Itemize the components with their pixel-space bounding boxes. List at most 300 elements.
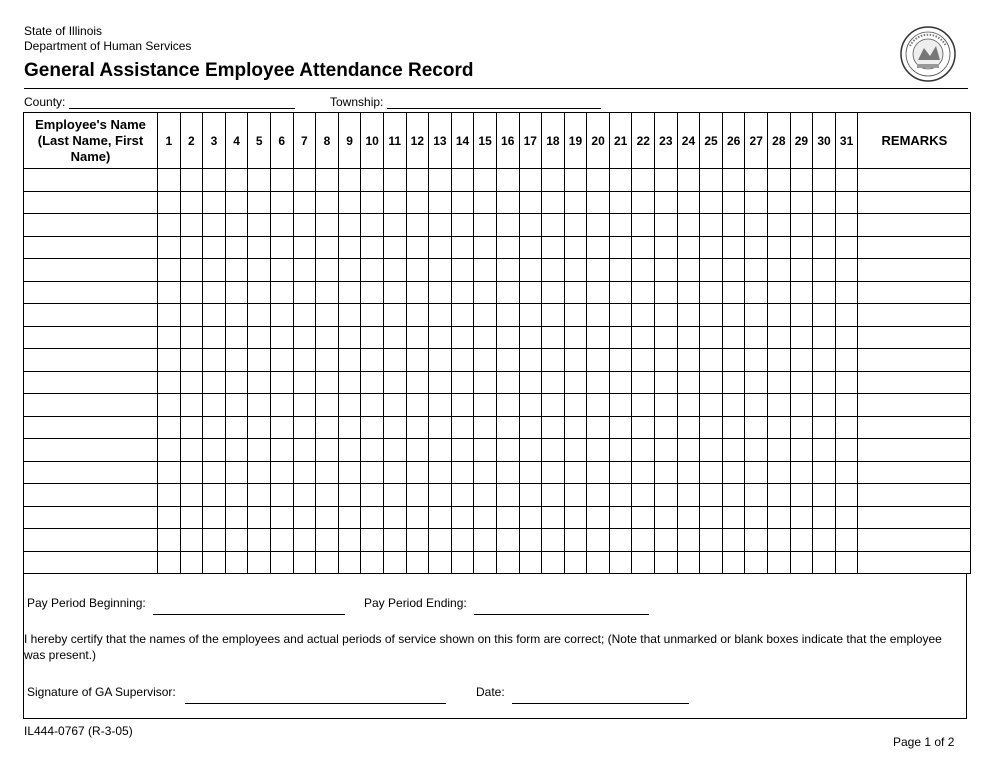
attendance-day-cell[interactable] (496, 259, 519, 282)
attendance-day-cell[interactable] (542, 484, 565, 507)
attendance-day-cell[interactable] (700, 349, 723, 372)
attendance-day-cell[interactable] (768, 529, 791, 552)
attendance-day-cell[interactable] (564, 529, 587, 552)
attendance-day-cell[interactable] (361, 259, 384, 282)
attendance-day-cell[interactable] (203, 529, 226, 552)
attendance-day-cell[interactable] (790, 506, 813, 529)
attendance-day-cell[interactable] (383, 169, 406, 192)
attendance-day-cell[interactable] (813, 304, 836, 327)
attendance-day-cell[interactable] (564, 461, 587, 484)
remarks-cell[interactable] (858, 259, 971, 282)
attendance-day-cell[interactable] (270, 439, 293, 462)
attendance-day-cell[interactable] (655, 529, 678, 552)
attendance-day-cell[interactable] (474, 214, 497, 237)
attendance-day-cell[interactable] (406, 281, 429, 304)
attendance-day-cell[interactable] (451, 236, 474, 259)
attendance-day-cell[interactable] (496, 529, 519, 552)
attendance-day-cell[interactable] (677, 416, 700, 439)
attendance-day-cell[interactable] (496, 236, 519, 259)
attendance-day-cell[interactable] (768, 506, 791, 529)
attendance-day-cell[interactable] (429, 214, 452, 237)
attendance-day-cell[interactable] (496, 326, 519, 349)
attendance-day-cell[interactable] (745, 326, 768, 349)
attendance-day-cell[interactable] (293, 371, 316, 394)
attendance-day-cell[interactable] (361, 461, 384, 484)
attendance-day-cell[interactable] (451, 394, 474, 417)
attendance-day-cell[interactable] (474, 236, 497, 259)
attendance-day-cell[interactable] (474, 191, 497, 214)
attendance-day-cell[interactable] (790, 281, 813, 304)
employee-name-cell[interactable] (24, 416, 158, 439)
attendance-day-cell[interactable] (745, 371, 768, 394)
attendance-day-cell[interactable] (338, 371, 361, 394)
attendance-day-cell[interactable] (158, 439, 181, 462)
attendance-day-cell[interactable] (383, 304, 406, 327)
attendance-day-cell[interactable] (768, 416, 791, 439)
attendance-day-cell[interactable] (158, 214, 181, 237)
attendance-day-cell[interactable] (316, 259, 339, 282)
attendance-day-cell[interactable] (519, 394, 542, 417)
attendance-day-cell[interactable] (632, 484, 655, 507)
attendance-day-cell[interactable] (790, 416, 813, 439)
attendance-day-cell[interactable] (542, 236, 565, 259)
attendance-day-cell[interactable] (225, 281, 248, 304)
attendance-day-cell[interactable] (677, 506, 700, 529)
employee-name-cell[interactable] (24, 371, 158, 394)
attendance-day-cell[interactable] (655, 371, 678, 394)
attendance-day-cell[interactable] (722, 259, 745, 282)
attendance-day-cell[interactable] (474, 169, 497, 192)
attendance-day-cell[interactable] (677, 439, 700, 462)
attendance-day-cell[interactable] (316, 169, 339, 192)
attendance-day-cell[interactable] (383, 259, 406, 282)
attendance-day-cell[interactable] (587, 281, 610, 304)
attendance-day-cell[interactable] (768, 304, 791, 327)
attendance-day-cell[interactable] (835, 371, 858, 394)
attendance-day-cell[interactable] (203, 236, 226, 259)
attendance-day-cell[interactable] (474, 259, 497, 282)
attendance-day-cell[interactable] (587, 551, 610, 574)
attendance-day-cell[interactable] (542, 191, 565, 214)
attendance-day-cell[interactable] (203, 281, 226, 304)
attendance-day-cell[interactable] (700, 169, 723, 192)
signature-line[interactable] (185, 691, 446, 704)
employee-name-cell[interactable] (24, 191, 158, 214)
attendance-day-cell[interactable] (248, 236, 271, 259)
attendance-day-cell[interactable] (700, 529, 723, 552)
attendance-day-cell[interactable] (677, 326, 700, 349)
attendance-day-cell[interactable] (745, 169, 768, 192)
remarks-cell[interactable] (858, 551, 971, 574)
attendance-day-cell[interactable] (768, 551, 791, 574)
attendance-day-cell[interactable] (316, 281, 339, 304)
attendance-day-cell[interactable] (496, 416, 519, 439)
attendance-day-cell[interactable] (519, 259, 542, 282)
attendance-day-cell[interactable] (338, 214, 361, 237)
attendance-day-cell[interactable] (519, 326, 542, 349)
attendance-day-cell[interactable] (700, 439, 723, 462)
attendance-day-cell[interactable] (632, 439, 655, 462)
attendance-day-cell[interactable] (587, 439, 610, 462)
attendance-day-cell[interactable] (203, 416, 226, 439)
attendance-day-cell[interactable] (655, 484, 678, 507)
attendance-day-cell[interactable] (451, 281, 474, 304)
attendance-day-cell[interactable] (293, 169, 316, 192)
attendance-day-cell[interactable] (203, 169, 226, 192)
attendance-day-cell[interactable] (225, 551, 248, 574)
attendance-day-cell[interactable] (677, 214, 700, 237)
attendance-day-cell[interactable] (383, 439, 406, 462)
attendance-day-cell[interactable] (180, 169, 203, 192)
attendance-day-cell[interactable] (542, 214, 565, 237)
attendance-day-cell[interactable] (225, 169, 248, 192)
attendance-day-cell[interactable] (768, 214, 791, 237)
attendance-day-cell[interactable] (293, 326, 316, 349)
attendance-day-cell[interactable] (722, 529, 745, 552)
attendance-day-cell[interactable] (542, 259, 565, 282)
attendance-day-cell[interactable] (655, 259, 678, 282)
attendance-day-cell[interactable] (835, 529, 858, 552)
attendance-day-cell[interactable] (338, 169, 361, 192)
attendance-day-cell[interactable] (270, 214, 293, 237)
attendance-day-cell[interactable] (361, 439, 384, 462)
attendance-day-cell[interactable] (203, 349, 226, 372)
attendance-day-cell[interactable] (429, 169, 452, 192)
attendance-day-cell[interactable] (835, 349, 858, 372)
attendance-day-cell[interactable] (270, 236, 293, 259)
attendance-day-cell[interactable] (496, 304, 519, 327)
attendance-day-cell[interactable] (790, 484, 813, 507)
attendance-day-cell[interactable] (158, 191, 181, 214)
county-field[interactable] (24, 95, 295, 109)
attendance-day-cell[interactable] (677, 304, 700, 327)
attendance-day-cell[interactable] (383, 214, 406, 237)
attendance-day-cell[interactable] (225, 236, 248, 259)
attendance-day-cell[interactable] (316, 529, 339, 552)
attendance-day-cell[interactable] (700, 551, 723, 574)
employee-name-cell[interactable] (24, 484, 158, 507)
attendance-day-cell[interactable] (790, 191, 813, 214)
attendance-day-cell[interactable] (316, 439, 339, 462)
attendance-day-cell[interactable] (203, 214, 226, 237)
attendance-day-cell[interactable] (158, 484, 181, 507)
attendance-day-cell[interactable] (609, 394, 632, 417)
attendance-day-cell[interactable] (564, 191, 587, 214)
attendance-day-cell[interactable] (451, 529, 474, 552)
attendance-day-cell[interactable] (655, 461, 678, 484)
attendance-day-cell[interactable] (587, 236, 610, 259)
attendance-day-cell[interactable] (158, 529, 181, 552)
attendance-day-cell[interactable] (293, 349, 316, 372)
attendance-day-cell[interactable] (813, 214, 836, 237)
attendance-day-cell[interactable] (632, 304, 655, 327)
attendance-day-cell[interactable] (474, 281, 497, 304)
attendance-day-cell[interactable] (338, 304, 361, 327)
attendance-day-cell[interactable] (270, 169, 293, 192)
attendance-day-cell[interactable] (655, 506, 678, 529)
attendance-day-cell[interactable] (474, 551, 497, 574)
attendance-day-cell[interactable] (429, 236, 452, 259)
attendance-day-cell[interactable] (587, 259, 610, 282)
attendance-day-cell[interactable] (813, 439, 836, 462)
attendance-day-cell[interactable] (835, 259, 858, 282)
attendance-day-cell[interactable] (813, 281, 836, 304)
attendance-day-cell[interactable] (429, 484, 452, 507)
attendance-day-cell[interactable] (429, 506, 452, 529)
attendance-day-cell[interactable] (745, 439, 768, 462)
attendance-day-cell[interactable] (700, 416, 723, 439)
employee-name-cell[interactable] (24, 259, 158, 282)
attendance-day-cell[interactable] (361, 281, 384, 304)
attendance-day-cell[interactable] (293, 304, 316, 327)
attendance-day-cell[interactable] (835, 326, 858, 349)
attendance-day-cell[interactable] (406, 304, 429, 327)
employee-name-cell[interactable] (24, 461, 158, 484)
attendance-day-cell[interactable] (338, 506, 361, 529)
attendance-day-cell[interactable] (316, 394, 339, 417)
attendance-day-cell[interactable] (790, 371, 813, 394)
attendance-day-cell[interactable] (542, 416, 565, 439)
attendance-day-cell[interactable] (496, 394, 519, 417)
attendance-day-cell[interactable] (790, 169, 813, 192)
attendance-day-cell[interactable] (270, 191, 293, 214)
attendance-day-cell[interactable] (429, 304, 452, 327)
attendance-day-cell[interactable] (270, 416, 293, 439)
attendance-day-cell[interactable] (383, 349, 406, 372)
attendance-day-cell[interactable] (270, 529, 293, 552)
attendance-day-cell[interactable] (790, 461, 813, 484)
attendance-day-cell[interactable] (406, 259, 429, 282)
attendance-day-cell[interactable] (451, 214, 474, 237)
attendance-day-cell[interactable] (519, 439, 542, 462)
attendance-day-cell[interactable] (293, 439, 316, 462)
attendance-day-cell[interactable] (835, 214, 858, 237)
remarks-cell[interactable] (858, 439, 971, 462)
attendance-day-cell[interactable] (429, 281, 452, 304)
attendance-day-cell[interactable] (316, 416, 339, 439)
attendance-day-cell[interactable] (700, 394, 723, 417)
attendance-day-cell[interactable] (722, 326, 745, 349)
attendance-day-cell[interactable] (225, 259, 248, 282)
attendance-day-cell[interactable] (293, 551, 316, 574)
attendance-day-cell[interactable] (361, 529, 384, 552)
attendance-day-cell[interactable] (361, 371, 384, 394)
attendance-day-cell[interactable] (722, 461, 745, 484)
attendance-day-cell[interactable] (519, 169, 542, 192)
attendance-day-cell[interactable] (406, 484, 429, 507)
remarks-cell[interactable] (858, 529, 971, 552)
attendance-day-cell[interactable] (768, 259, 791, 282)
attendance-day-cell[interactable] (406, 394, 429, 417)
attendance-day-cell[interactable] (835, 506, 858, 529)
attendance-day-cell[interactable] (609, 236, 632, 259)
attendance-day-cell[interactable] (564, 281, 587, 304)
attendance-day-cell[interactable] (406, 236, 429, 259)
attendance-day-cell[interactable] (587, 506, 610, 529)
attendance-day-cell[interactable] (813, 169, 836, 192)
attendance-day-cell[interactable] (677, 281, 700, 304)
attendance-day-cell[interactable] (542, 394, 565, 417)
attendance-day-cell[interactable] (790, 259, 813, 282)
attendance-day-cell[interactable] (429, 439, 452, 462)
attendance-day-cell[interactable] (361, 169, 384, 192)
attendance-day-cell[interactable] (451, 506, 474, 529)
attendance-day-cell[interactable] (406, 371, 429, 394)
attendance-day-cell[interactable] (700, 214, 723, 237)
attendance-day-cell[interactable] (745, 484, 768, 507)
attendance-day-cell[interactable] (338, 326, 361, 349)
attendance-day-cell[interactable] (361, 394, 384, 417)
attendance-day-cell[interactable] (768, 439, 791, 462)
attendance-day-cell[interactable] (429, 394, 452, 417)
attendance-day-cell[interactable] (270, 371, 293, 394)
attendance-day-cell[interactable] (519, 349, 542, 372)
attendance-day-cell[interactable] (835, 484, 858, 507)
attendance-day-cell[interactable] (474, 484, 497, 507)
attendance-day-cell[interactable] (632, 169, 655, 192)
attendance-day-cell[interactable] (519, 304, 542, 327)
attendance-day-cell[interactable] (655, 551, 678, 574)
attendance-day-cell[interactable] (180, 506, 203, 529)
attendance-day-cell[interactable] (316, 371, 339, 394)
attendance-day-cell[interactable] (542, 304, 565, 327)
remarks-cell[interactable] (858, 484, 971, 507)
attendance-day-cell[interactable] (225, 461, 248, 484)
attendance-day-cell[interactable] (835, 461, 858, 484)
attendance-day-cell[interactable] (700, 191, 723, 214)
attendance-day-cell[interactable] (609, 281, 632, 304)
attendance-day-cell[interactable] (496, 506, 519, 529)
attendance-day-cell[interactable] (835, 394, 858, 417)
attendance-day-cell[interactable] (813, 529, 836, 552)
attendance-day-cell[interactable] (542, 349, 565, 372)
attendance-day-cell[interactable] (406, 326, 429, 349)
attendance-day-cell[interactable] (768, 326, 791, 349)
attendance-day-cell[interactable] (338, 461, 361, 484)
attendance-day-cell[interactable] (564, 304, 587, 327)
attendance-day-cell[interactable] (768, 394, 791, 417)
attendance-day-cell[interactable] (835, 236, 858, 259)
attendance-day-cell[interactable] (406, 461, 429, 484)
attendance-day-cell[interactable] (248, 506, 271, 529)
attendance-day-cell[interactable] (406, 439, 429, 462)
attendance-day-cell[interactable] (361, 326, 384, 349)
attendance-day-cell[interactable] (587, 484, 610, 507)
attendance-day-cell[interactable] (158, 236, 181, 259)
attendance-day-cell[interactable] (248, 214, 271, 237)
attendance-day-cell[interactable] (270, 326, 293, 349)
attendance-day-cell[interactable] (542, 326, 565, 349)
attendance-day-cell[interactable] (655, 439, 678, 462)
attendance-day-cell[interactable] (813, 236, 836, 259)
attendance-day-cell[interactable] (361, 214, 384, 237)
remarks-cell[interactable] (858, 169, 971, 192)
remarks-cell[interactable] (858, 416, 971, 439)
attendance-day-cell[interactable] (768, 461, 791, 484)
attendance-day-cell[interactable] (248, 484, 271, 507)
attendance-day-cell[interactable] (180, 326, 203, 349)
employee-name-cell[interactable] (24, 236, 158, 259)
attendance-day-cell[interactable] (451, 371, 474, 394)
attendance-day-cell[interactable] (564, 259, 587, 282)
attendance-day-cell[interactable] (813, 416, 836, 439)
attendance-day-cell[interactable] (293, 191, 316, 214)
attendance-day-cell[interactable] (700, 371, 723, 394)
attendance-day-cell[interactable] (316, 349, 339, 372)
remarks-cell[interactable] (858, 281, 971, 304)
attendance-day-cell[interactable] (700, 461, 723, 484)
employee-name-cell[interactable] (24, 506, 158, 529)
attendance-day-cell[interactable] (587, 349, 610, 372)
attendance-day-cell[interactable] (361, 304, 384, 327)
attendance-day-cell[interactable] (270, 461, 293, 484)
attendance-day-cell[interactable] (406, 214, 429, 237)
attendance-day-cell[interactable] (316, 326, 339, 349)
attendance-day-cell[interactable] (248, 394, 271, 417)
attendance-day-cell[interactable] (542, 169, 565, 192)
attendance-day-cell[interactable] (519, 281, 542, 304)
attendance-day-cell[interactable] (293, 506, 316, 529)
attendance-day-cell[interactable] (700, 281, 723, 304)
date-line[interactable] (512, 691, 689, 704)
attendance-day-cell[interactable] (587, 214, 610, 237)
attendance-day-cell[interactable] (542, 506, 565, 529)
attendance-day-cell[interactable] (722, 484, 745, 507)
attendance-day-cell[interactable] (677, 529, 700, 552)
attendance-day-cell[interactable] (496, 461, 519, 484)
attendance-day-cell[interactable] (158, 461, 181, 484)
attendance-day-cell[interactable] (203, 326, 226, 349)
attendance-day-cell[interactable] (790, 349, 813, 372)
attendance-day-cell[interactable] (248, 259, 271, 282)
attendance-day-cell[interactable] (632, 191, 655, 214)
remarks-cell[interactable] (858, 191, 971, 214)
attendance-day-cell[interactable] (338, 439, 361, 462)
attendance-day-cell[interactable] (293, 214, 316, 237)
attendance-day-cell[interactable] (519, 551, 542, 574)
attendance-day-cell[interactable] (745, 349, 768, 372)
township-line[interactable] (387, 96, 601, 109)
attendance-day-cell[interactable] (180, 281, 203, 304)
attendance-day-cell[interactable] (203, 484, 226, 507)
attendance-day-cell[interactable] (496, 169, 519, 192)
attendance-day-cell[interactable] (474, 439, 497, 462)
attendance-day-cell[interactable] (835, 416, 858, 439)
attendance-day-cell[interactable] (790, 304, 813, 327)
attendance-day-cell[interactable] (270, 506, 293, 529)
attendance-day-cell[interactable] (768, 169, 791, 192)
attendance-day-cell[interactable] (293, 281, 316, 304)
attendance-day-cell[interactable] (677, 236, 700, 259)
attendance-day-cell[interactable] (768, 349, 791, 372)
attendance-day-cell[interactable] (632, 394, 655, 417)
attendance-day-cell[interactable] (677, 169, 700, 192)
attendance-day-cell[interactable] (813, 191, 836, 214)
attendance-day-cell[interactable] (655, 326, 678, 349)
attendance-day-cell[interactable] (248, 529, 271, 552)
attendance-day-cell[interactable] (745, 191, 768, 214)
employee-name-cell[interactable] (24, 551, 158, 574)
attendance-day-cell[interactable] (158, 371, 181, 394)
attendance-day-cell[interactable] (248, 281, 271, 304)
attendance-day-cell[interactable] (722, 214, 745, 237)
attendance-day-cell[interactable] (158, 326, 181, 349)
remarks-cell[interactable] (858, 304, 971, 327)
attendance-day-cell[interactable] (768, 371, 791, 394)
attendance-day-cell[interactable] (496, 214, 519, 237)
pay-period-beginning-line[interactable] (153, 602, 345, 615)
attendance-day-cell[interactable] (451, 416, 474, 439)
